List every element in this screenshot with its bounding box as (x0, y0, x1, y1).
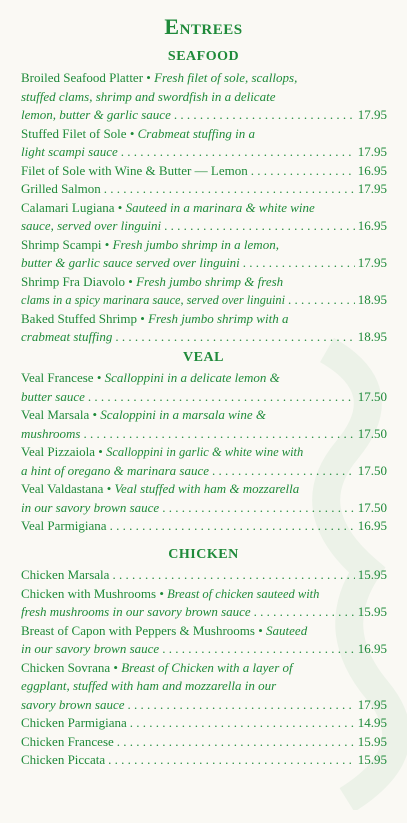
menu-item (21, 751, 387, 770)
item-name: Veal Parmigiana (21, 518, 107, 533)
menu-item (21, 566, 387, 585)
item-price: 17.95 (357, 181, 387, 196)
item-description: Fresh filet of sole, scallops, (154, 70, 298, 85)
item-name: Chicken with Mushrooms (21, 585, 157, 601)
item-price: 18.95 (357, 292, 387, 307)
menu-item (21, 733, 387, 752)
item-description: Fresh jumbo shrimp in a lemon, (112, 236, 279, 252)
item-name: Veal Marsala (21, 407, 90, 422)
menu-item: Breast of Capon with Peppers & Mushrooms • Sauteed in our savory brown sauce . . . 16.95 (21, 622, 387, 659)
item-description: butter & garlic sauce served over linguini (21, 255, 240, 270)
item-price: 16.95 (357, 218, 387, 233)
menu-item: Shrimp Scampi • Fresh jumbo shrimp in a lemon, butter & garlic sauce served over linguini . . . 17.95 (21, 236, 387, 273)
section-chicken (0, 545, 407, 770)
item-description: Veal stuffed with ham & mozzarella (114, 481, 300, 496)
item-description: fresh mushrooms in our savory brown sauce (21, 604, 251, 619)
item-name: Grilled Salmon (21, 181, 101, 196)
item-price: 17.95 (357, 696, 387, 712)
item-price: 17.50 (357, 388, 387, 404)
item-description: Scalloppini in a delicate lemon & (104, 370, 280, 385)
item-description: eggplant, stuffed with ham and mozzarella in our (21, 678, 277, 693)
item-name: Chicken Sovrana (21, 659, 111, 675)
item-description: crabmeat stuffing (21, 329, 113, 344)
item-price: 15.95 (357, 567, 387, 582)
item-description: Breast of chicken sauteed with (167, 586, 320, 601)
menu-item: Veal Valdastana • Veal stuffed with ham & mozzarella in our savory brown sauce . . . 17.50 (21, 480, 387, 517)
section-seafood (0, 47, 407, 347)
item-name: Filet of Sole with Wine & Butter — Lemon (21, 162, 248, 178)
item-name: Breast of Capon with Peppers & Mushrooms (21, 622, 255, 638)
item-description: savory brown sauce (21, 696, 125, 712)
item-name: Calamari Lugiana (21, 199, 115, 215)
item-description: Crabmeat stuffing in a (137, 125, 255, 141)
menu-item: Calamari Lugiana • Sauteed in a marinara & white wine sauce, served over linguini . . . 16.95 (21, 199, 387, 236)
item-name: Chicken Piccata (21, 752, 106, 767)
item-name: Veal Francese (21, 370, 94, 385)
item-description: Scaloppini in a marsala wine & (100, 407, 267, 422)
item-name: Chicken Parmigiana (21, 715, 127, 730)
item-description: lemon, butter & garlic sauce (21, 107, 171, 122)
menu-item: Stuffed Filet of Sole • Crabmeat stuffing in a light scampi sauce . . . 17.95 (21, 125, 387, 162)
item-description: Fresh jumbo shrimp & fresh (136, 273, 284, 289)
item-name: Veal Valdastana (21, 481, 104, 496)
item-description: Sauteed in a marinara & white wine (125, 199, 315, 215)
item-description: stuffed clams, shrimp and swordfish in a delicate (21, 88, 276, 104)
item-price: 15.95 (357, 604, 387, 619)
item-price: 18.95 (357, 329, 387, 344)
item-description: mushrooms (21, 425, 81, 441)
item-price: 15.95 (357, 733, 387, 749)
item-description: Sauteed (266, 622, 308, 638)
item-description: in our savory brown sauce (21, 499, 160, 515)
menu-item (21, 162, 387, 181)
item-name: Shrimp Scampi (21, 236, 102, 252)
item-description: Scalloppini in garlic & white wine with (106, 445, 304, 459)
item-description: butter sauce (21, 388, 85, 404)
item-description: Breast of Chicken with a layer of (121, 659, 293, 675)
item-name: Chicken Marsala (21, 567, 110, 582)
menu-item (21, 180, 387, 199)
item-price: 14.95 (357, 715, 387, 730)
menu-item: Veal Francese • Scalloppini in a delicate lemon & butter sauce . . . 17.50 (21, 369, 387, 406)
item-name: Baked Stuffed Shrimp (21, 310, 138, 326)
item-price: 15.95 (357, 752, 387, 767)
item-price: 16.95 (357, 162, 387, 178)
item-price: 17.50 (357, 425, 387, 441)
section-heading: SEAFOOD (167, 49, 240, 64)
section-heading: VEAL (183, 350, 224, 365)
item-name: Stuffed Filet of Sole (21, 125, 127, 141)
menu-item: Veal Marsala • Scaloppini in a marsala wine & mushrooms . . . 17.50 (21, 406, 387, 443)
item-description: clams in a spicy marinara sauce, served over linguini (21, 293, 285, 307)
menu-item: Baked Stuffed Shrimp • Fresh jumbo shrimp with a crabmeat stuffing . . . 18.95 (21, 310, 387, 347)
section-veal (0, 348, 407, 536)
item-price: 17.50 (357, 462, 387, 478)
menu-item (21, 714, 387, 733)
item-description: a hint of oregano & marinara sauce (21, 462, 210, 478)
item-price: 16.95 (357, 641, 387, 656)
menu-item: Broiled Seafood Platter • Fresh filet of sole, scallops, stuffed clams, shrimp and swordfish in a delicate lemon, butter & garlic sauce . . . 17.95 (21, 69, 387, 125)
menu-item (21, 517, 387, 536)
item-name: Chicken Francese (21, 733, 114, 749)
item-description: light scampi sauce (21, 144, 118, 159)
item-name: Veal Pizzaiola (21, 444, 95, 459)
item-price: 17.95 (357, 107, 387, 122)
item-description: sauce, served over linguini (21, 218, 162, 233)
menu-item: Chicken with Mushrooms • Breast of chicken sauteed with fresh mushrooms in our savory brown sauce . . . 15.95 (21, 585, 387, 622)
item-description: in our savory brown sauce (21, 641, 160, 656)
item-description: Fresh jumbo shrimp with a (148, 310, 289, 326)
item-price: 16.95 (357, 518, 387, 533)
section-heading: CHICKEN (168, 547, 239, 562)
item-price: 17.95 (357, 144, 387, 159)
menu-item: Chicken Sovrana • Breast of Chicken with a layer of eggplant, stuffed with ham and mozzarella in our savory brown sauce . . . 17.95 (21, 659, 387, 715)
item-name: Shrimp Fra Diavolo (21, 273, 125, 289)
item-price: 17.50 (357, 499, 387, 515)
menu-item: Shrimp Fra Diavolo • Fresh jumbo shrimp & fresh clams in a spicy marinara sauce, served over linguini . . . 18.95 (21, 273, 387, 310)
item-price: 17.95 (357, 255, 387, 270)
page-title: Entrees (164, 14, 243, 39)
menu-item: Veal Pizzaiola • Scalloppini in garlic & white wine with a hint of oregano & marinara sauce . . . 17.50 (21, 443, 387, 480)
item-name: Broiled Seafood Platter (21, 70, 144, 85)
